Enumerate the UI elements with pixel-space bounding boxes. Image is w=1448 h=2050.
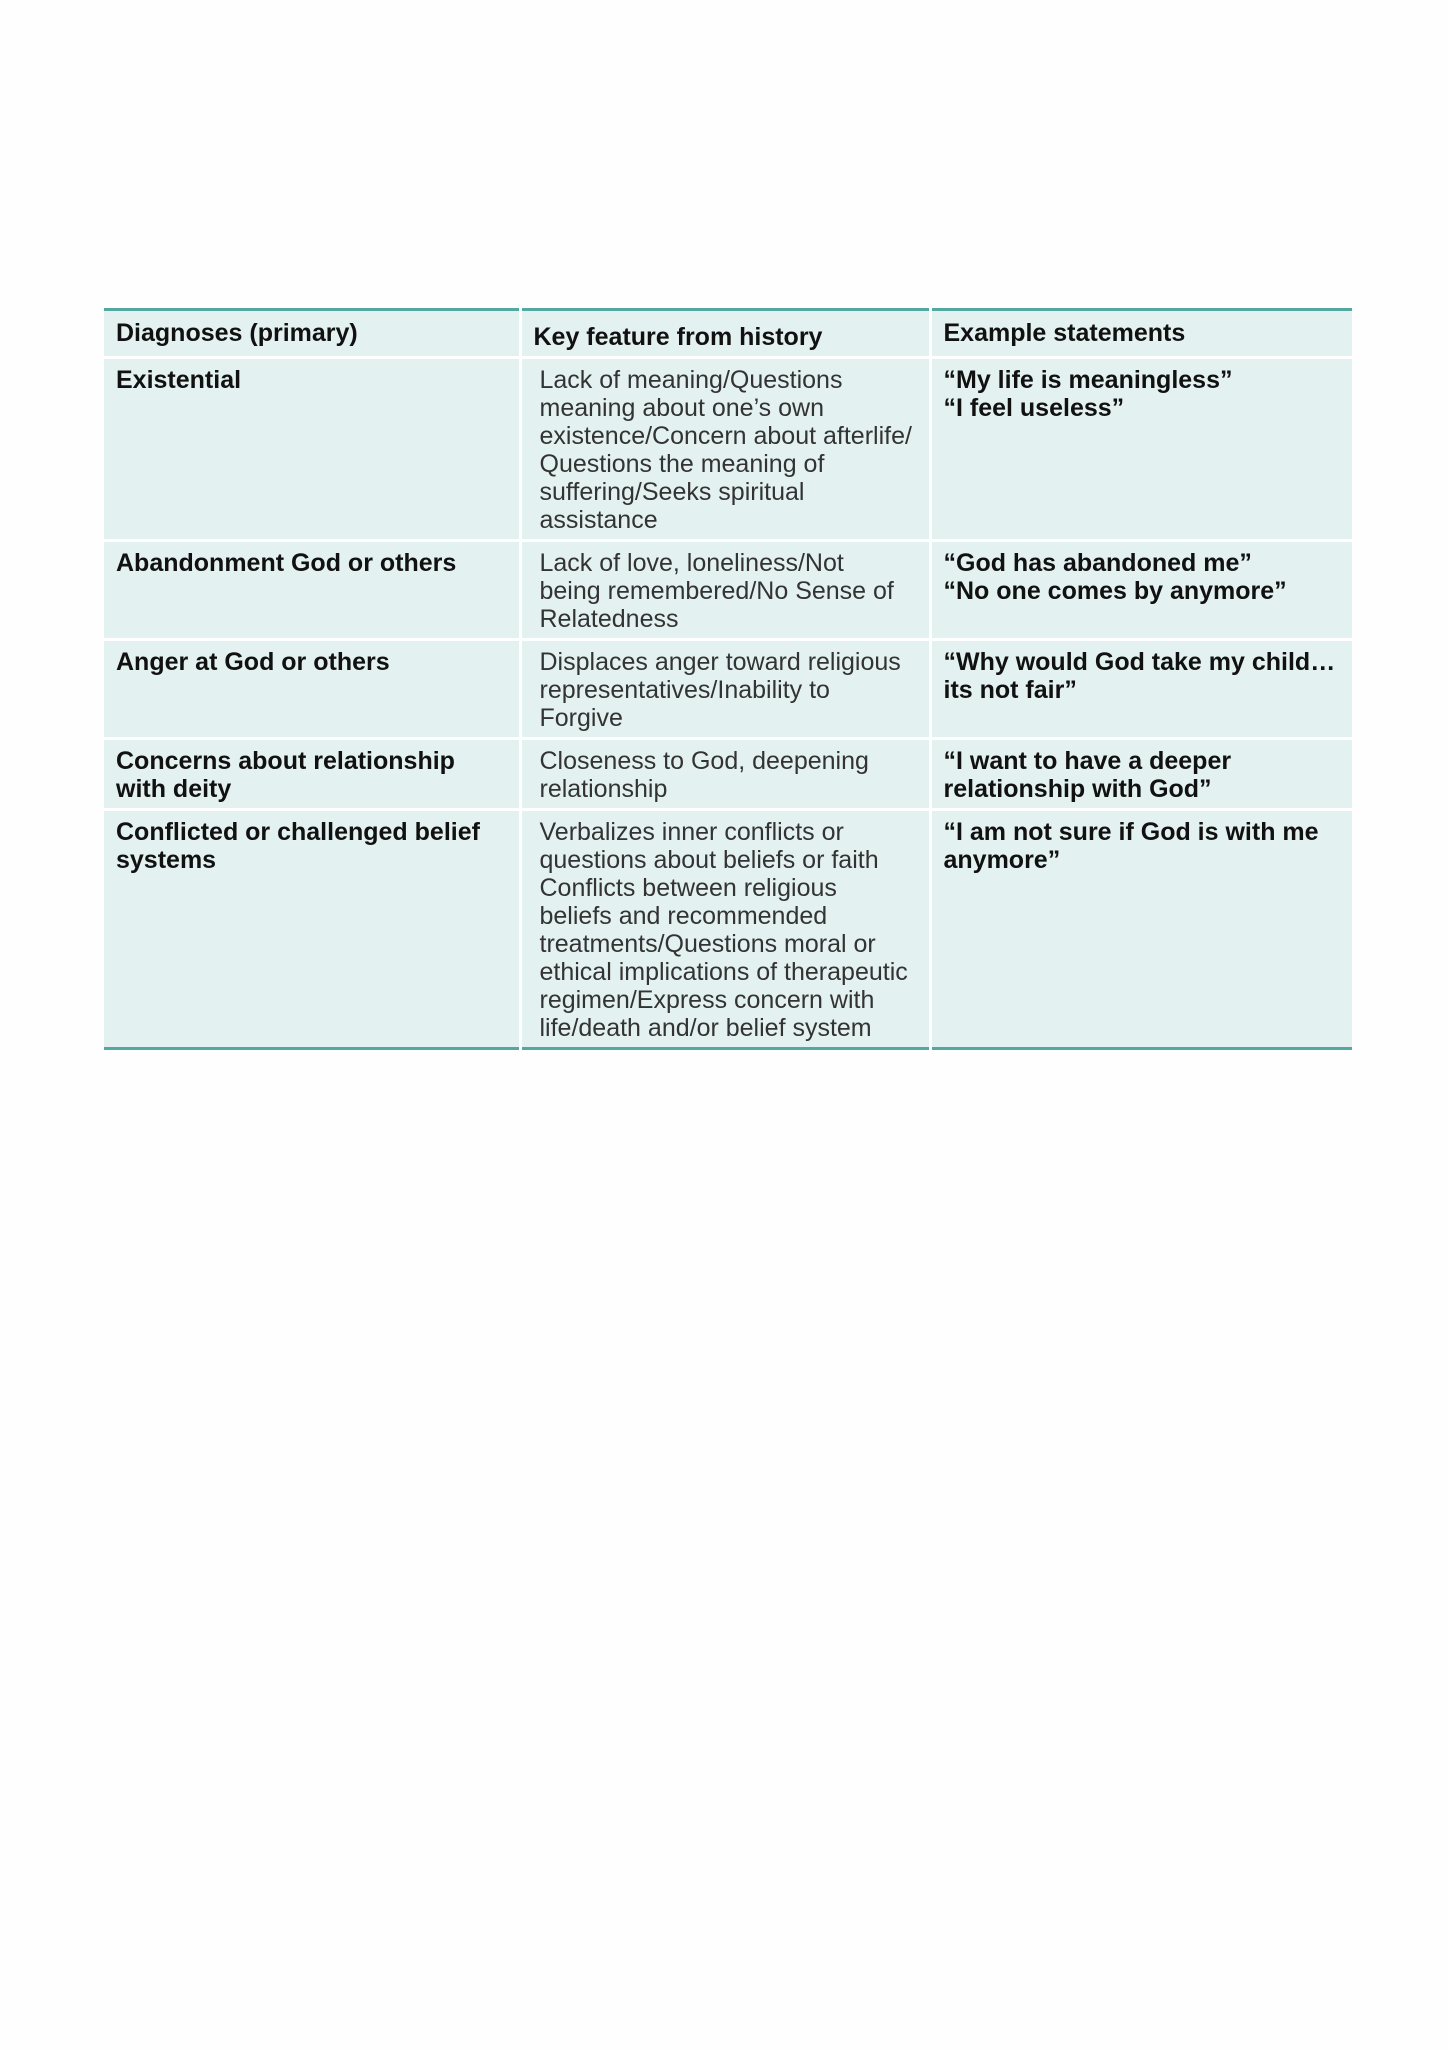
- table-row: [104, 358, 1352, 541]
- statement-line: “I feel useless”: [943, 394, 1125, 422]
- diagnosis-line: systems: [116, 846, 217, 874]
- feature-line: Closeness to God, deepening: [539, 747, 869, 775]
- header-row: [104, 310, 1352, 358]
- feature-line: representatives/Inability to Forgive: [539, 676, 830, 732]
- spiritual-diagnosis-table: [104, 308, 1352, 1050]
- statement-cell: [930, 810, 1352, 1049]
- feature-line: Lack of meaning/Questions: [539, 366, 843, 394]
- header-key-feature: Key feature from history: [520, 310, 930, 358]
- diagnosis-line: Anger at God or others: [116, 648, 390, 676]
- feature-line: life/death and/or belief system: [539, 1014, 872, 1042]
- feature-cell: [520, 640, 930, 739]
- table-row: [104, 810, 1352, 1049]
- feature-line: relationship: [539, 775, 668, 803]
- diagnosis-line: Existential: [116, 366, 242, 394]
- feature-line: questions about beliefs or faith: [539, 846, 879, 874]
- statement-line: “No one comes by anymore”: [943, 577, 1287, 605]
- table-row: [104, 739, 1352, 810]
- feature-line: Conflicts between religious: [539, 874, 837, 902]
- feature-line: Displaces anger toward religious: [539, 648, 901, 676]
- diagnosis-cell: [104, 810, 520, 1049]
- header-example-statements: Example statements: [930, 310, 1352, 358]
- statement-line: “I want to have a deeper: [943, 747, 1232, 775]
- header-diagnoses: Diagnoses (primary): [104, 310, 520, 358]
- statement-line: “I am not sure if God is with me: [943, 818, 1319, 846]
- feature-cell: [520, 541, 930, 640]
- feature-line: Questions the meaning of: [539, 450, 825, 478]
- statement-cell: [930, 358, 1352, 541]
- diagnosis-line: Concerns about relationship: [116, 747, 455, 775]
- statement-line: anymore”: [943, 846, 1061, 874]
- feature-line: being remembered/No Sense of: [539, 577, 894, 605]
- feature-line: ethical implications of therapeutic: [539, 958, 908, 986]
- diagnosis-line: Abandonment God or others: [116, 549, 457, 577]
- feature-cell: [520, 739, 930, 810]
- statement-line: relationship with God”: [943, 775, 1212, 803]
- table-row: [104, 640, 1352, 739]
- statement-line: its not fair”: [943, 676, 1077, 704]
- statement-line: “Why would God take my child…: [943, 648, 1336, 676]
- diagnosis-cell: [104, 739, 520, 810]
- feature-line: treatments/Questions moral or: [539, 930, 876, 958]
- statement-cell: [930, 739, 1352, 810]
- feature-line: regimen/Express concern with: [539, 986, 875, 1014]
- statement-cell: [930, 541, 1352, 640]
- feature-line: Verbalizes inner conflicts or: [539, 818, 844, 846]
- table-row: [104, 541, 1352, 640]
- diagnosis-cell: [104, 640, 520, 739]
- feature-line: Lack of love, loneliness/Not: [539, 549, 844, 577]
- diagnosis-line: with deity: [116, 775, 232, 803]
- feature-line: meaning about one’s own: [539, 394, 824, 422]
- diagnosis-line: Conflicted or challenged belief: [116, 818, 480, 846]
- feature-line: suffering/Seeks spiritual assistance: [539, 478, 805, 534]
- feature-line: beliefs and recommended: [539, 902, 828, 930]
- diagnosis-cell: [104, 541, 520, 640]
- feature-cell: [520, 810, 930, 1049]
- statement-line: “God has abandoned me”: [943, 549, 1252, 577]
- feature-line: Relatedness: [539, 605, 679, 633]
- statement-cell: [930, 640, 1352, 739]
- diagnosis-cell: [104, 358, 520, 541]
- feature-line: existence/Concern about afterlife/: [539, 422, 912, 450]
- statement-line: “My life is meaningless”: [943, 366, 1233, 394]
- diagnosis-table-container: [104, 308, 1352, 1050]
- feature-cell: [520, 358, 930, 541]
